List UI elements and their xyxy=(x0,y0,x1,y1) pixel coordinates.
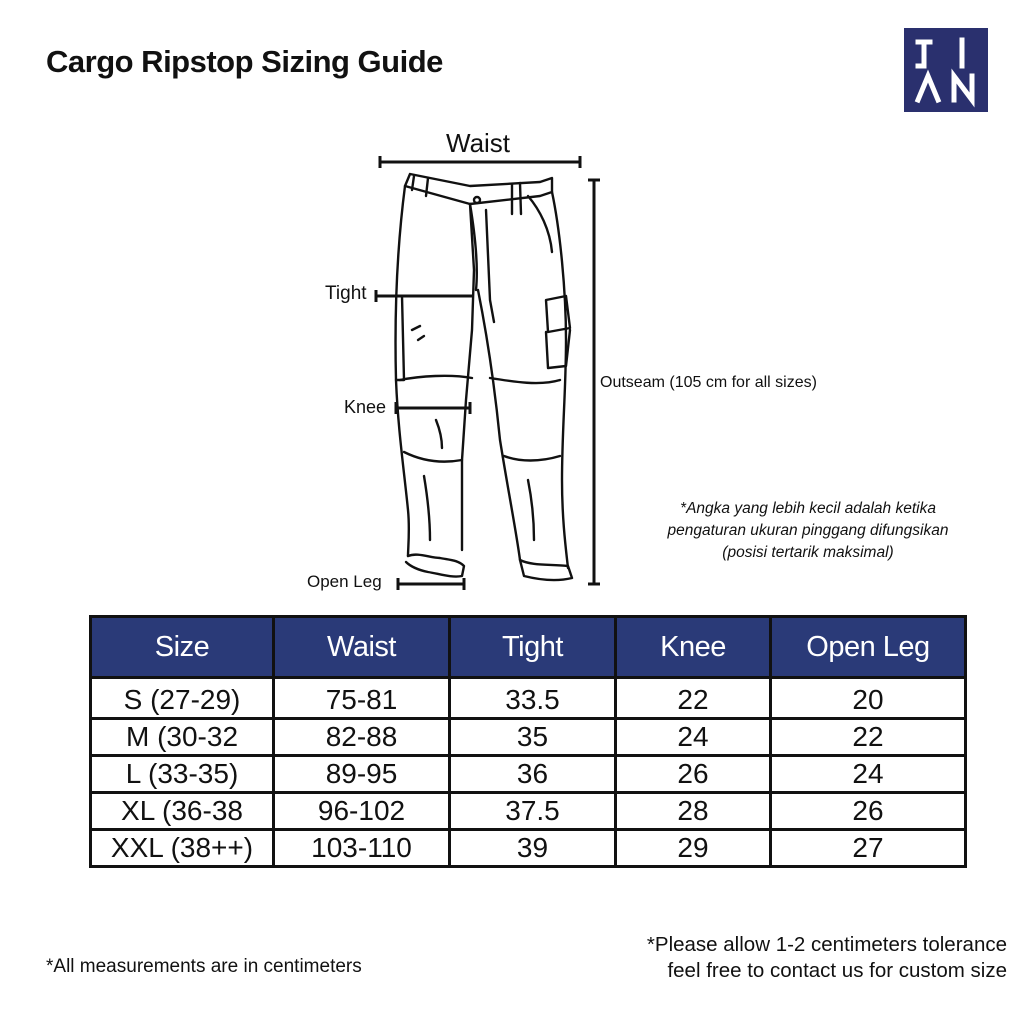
tolerance-note xyxy=(647,932,1007,984)
cell-open-leg: 26 xyxy=(771,793,966,830)
cell-waist: 82-88 xyxy=(274,719,450,756)
cell-waist: 89-95 xyxy=(274,756,450,793)
cell-knee: 29 xyxy=(616,830,771,867)
cell-open-leg: 27 xyxy=(771,830,966,867)
cell-waist: 103-110 xyxy=(274,830,450,867)
page-title: Cargo Ripstop Sizing Guide xyxy=(46,44,443,79)
open-leg-label: Open Leg xyxy=(307,572,382,591)
cell-knee: 22 xyxy=(616,678,771,719)
outseam-label: Outseam (105 cm for all sizes) xyxy=(600,374,817,391)
cell-size: L (33-35) xyxy=(91,756,274,793)
measurement-unit-note: *All measurements are in centimeters xyxy=(46,956,362,977)
table-row xyxy=(91,830,966,867)
cell-knee: 24 xyxy=(616,719,771,756)
cell-knee: 28 xyxy=(616,793,771,830)
indonesian-note xyxy=(628,498,988,564)
cell-waist: 96-102 xyxy=(274,793,450,830)
header-open-leg: Open Leg xyxy=(771,617,966,678)
table-header-row xyxy=(91,617,966,678)
cell-open-leg: 22 xyxy=(771,719,966,756)
custom-size-line: feel free to contact us for custom size xyxy=(667,959,1007,982)
cell-tight: 33.5 xyxy=(450,678,616,719)
tight-label: Tight xyxy=(325,283,367,304)
table-row xyxy=(91,756,966,793)
table-row xyxy=(91,793,966,830)
cell-open-leg: 20 xyxy=(771,678,966,719)
cell-size: S (27-29) xyxy=(91,678,274,719)
cell-tight: 36 xyxy=(450,756,616,793)
knee-label: Knee xyxy=(344,397,387,417)
cell-waist: 75-81 xyxy=(274,678,450,719)
note-line: *Angka yang lebih kecil adalah ketika xyxy=(680,500,936,517)
table-row xyxy=(91,719,966,756)
cell-size: M (30-32 xyxy=(91,719,274,756)
table-row xyxy=(91,678,966,719)
header-waist: Waist xyxy=(274,617,450,678)
cell-tight: 37.5 xyxy=(450,793,616,830)
size-chart-table xyxy=(89,615,967,868)
tolerance-line: *Please allow 1-2 centimeters tolerance xyxy=(646,933,1007,956)
waist-label: Waist xyxy=(446,128,511,158)
cell-tight: 35 xyxy=(450,719,616,756)
cell-open-leg: 24 xyxy=(771,756,966,793)
header-knee: Knee xyxy=(616,617,771,678)
cell-knee: 26 xyxy=(616,756,771,793)
header-tight: Tight xyxy=(450,617,616,678)
note-line: pengaturan ukuran pinggang difungsikan xyxy=(667,522,949,539)
cell-tight: 39 xyxy=(450,830,616,867)
cell-size: XL (36-38 xyxy=(91,793,274,830)
cell-size: XXL (38++) xyxy=(91,830,274,867)
header-size: Size xyxy=(91,617,274,678)
note-line: (posisi tertarik maksimal) xyxy=(722,544,894,561)
